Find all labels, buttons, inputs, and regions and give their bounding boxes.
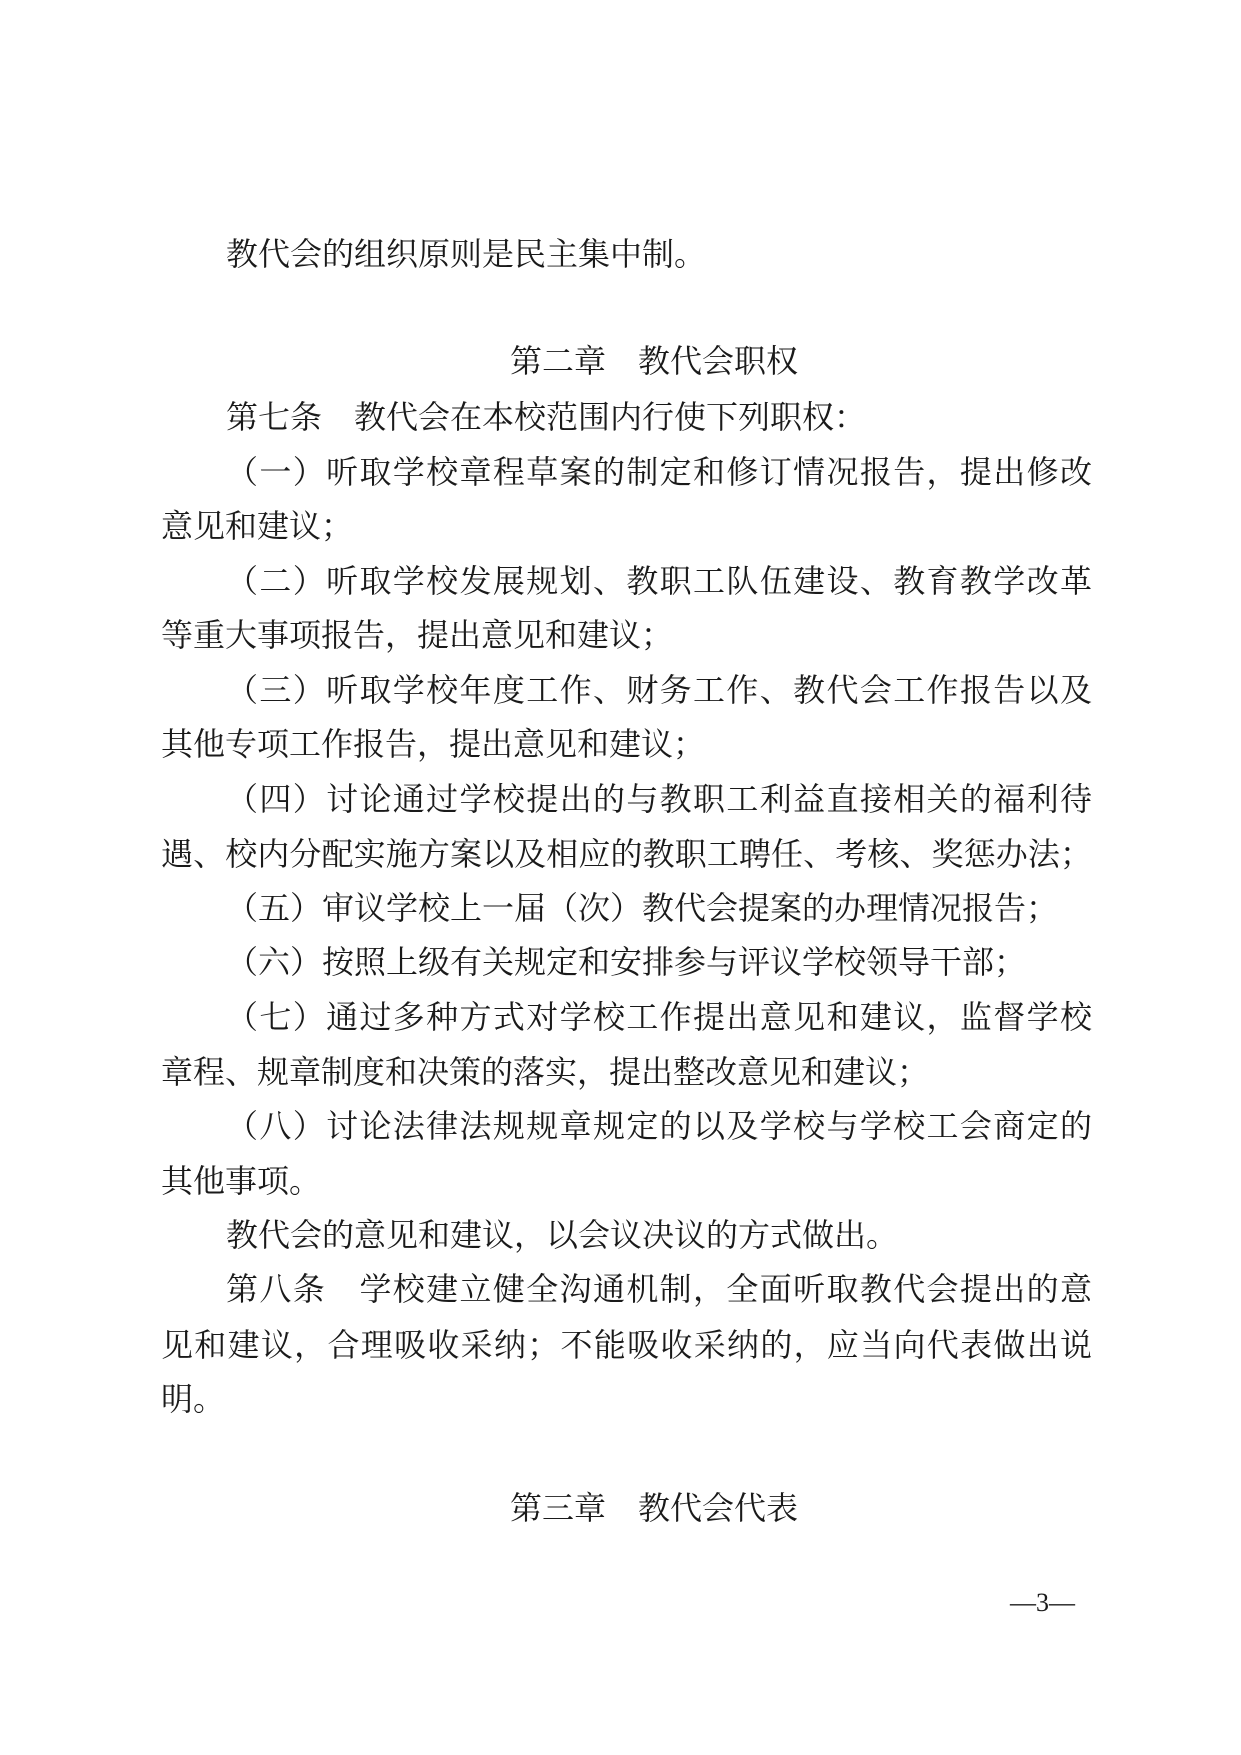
text-line: （八）讨论法律法规规章规定的以及学校与学校工会商定的: [226, 1107, 1092, 1145]
text-line: （七）通过多种方式对学校工作提出意见和建议，监督学校: [226, 998, 1092, 1036]
text-line: 第七条 教代会在本校范围内行使下列职权：: [226, 398, 867, 436]
text-line: （五）审议学校上一届（次）教代会提案的办理情况报告；: [226, 889, 1059, 927]
text-line: 第八条 学校建立健全沟通机制，全面听取教代会提出的意: [226, 1270, 1092, 1308]
chapter-heading: 第二章 教代会职权: [510, 342, 799, 380]
text-line: （四）讨论通过学校提出的与教职工利益直接相关的福利待: [226, 780, 1092, 818]
text-line: 教代会的组织原则是民主集中制。: [226, 235, 707, 273]
text-line: 等重大事项报告，提出意见和建议；: [161, 616, 674, 654]
text-line: 明。: [161, 1380, 226, 1418]
text-line: 其他事项。: [161, 1162, 322, 1200]
page-number: —3—: [1010, 1588, 1075, 1617]
text-line: （六）按照上级有关规定和安排参与评议学校领导干部；: [226, 943, 1027, 981]
text-line: （一）听取学校章程草案的制定和修订情况报告，提出修改: [226, 453, 1092, 491]
text-line: 遇、校内分配实施方案以及相应的教职工聘任、考核、奖惩办法；: [161, 835, 1092, 873]
text-line: 见和建议，合理吸收采纳；不能吸收采纳的，应当向代表做出说: [161, 1326, 1092, 1364]
text-line: 意见和建议；: [161, 507, 354, 545]
chapter-heading: 第三章 教代会代表: [510, 1489, 799, 1527]
text-line: （二）听取学校发展规划、教职工队伍建设、教育教学改革: [226, 562, 1092, 600]
text-line: （三）听取学校年度工作、财务工作、教代会工作报告以及: [226, 671, 1092, 709]
text-line: 其他专项工作报告，提出意见和建议；: [161, 725, 706, 763]
text-line: 章程、规章制度和决策的落实，提出整改意见和建议；: [161, 1053, 930, 1091]
text-line: 教代会的意见和建议，以会议决议的方式做出。: [226, 1216, 899, 1254]
